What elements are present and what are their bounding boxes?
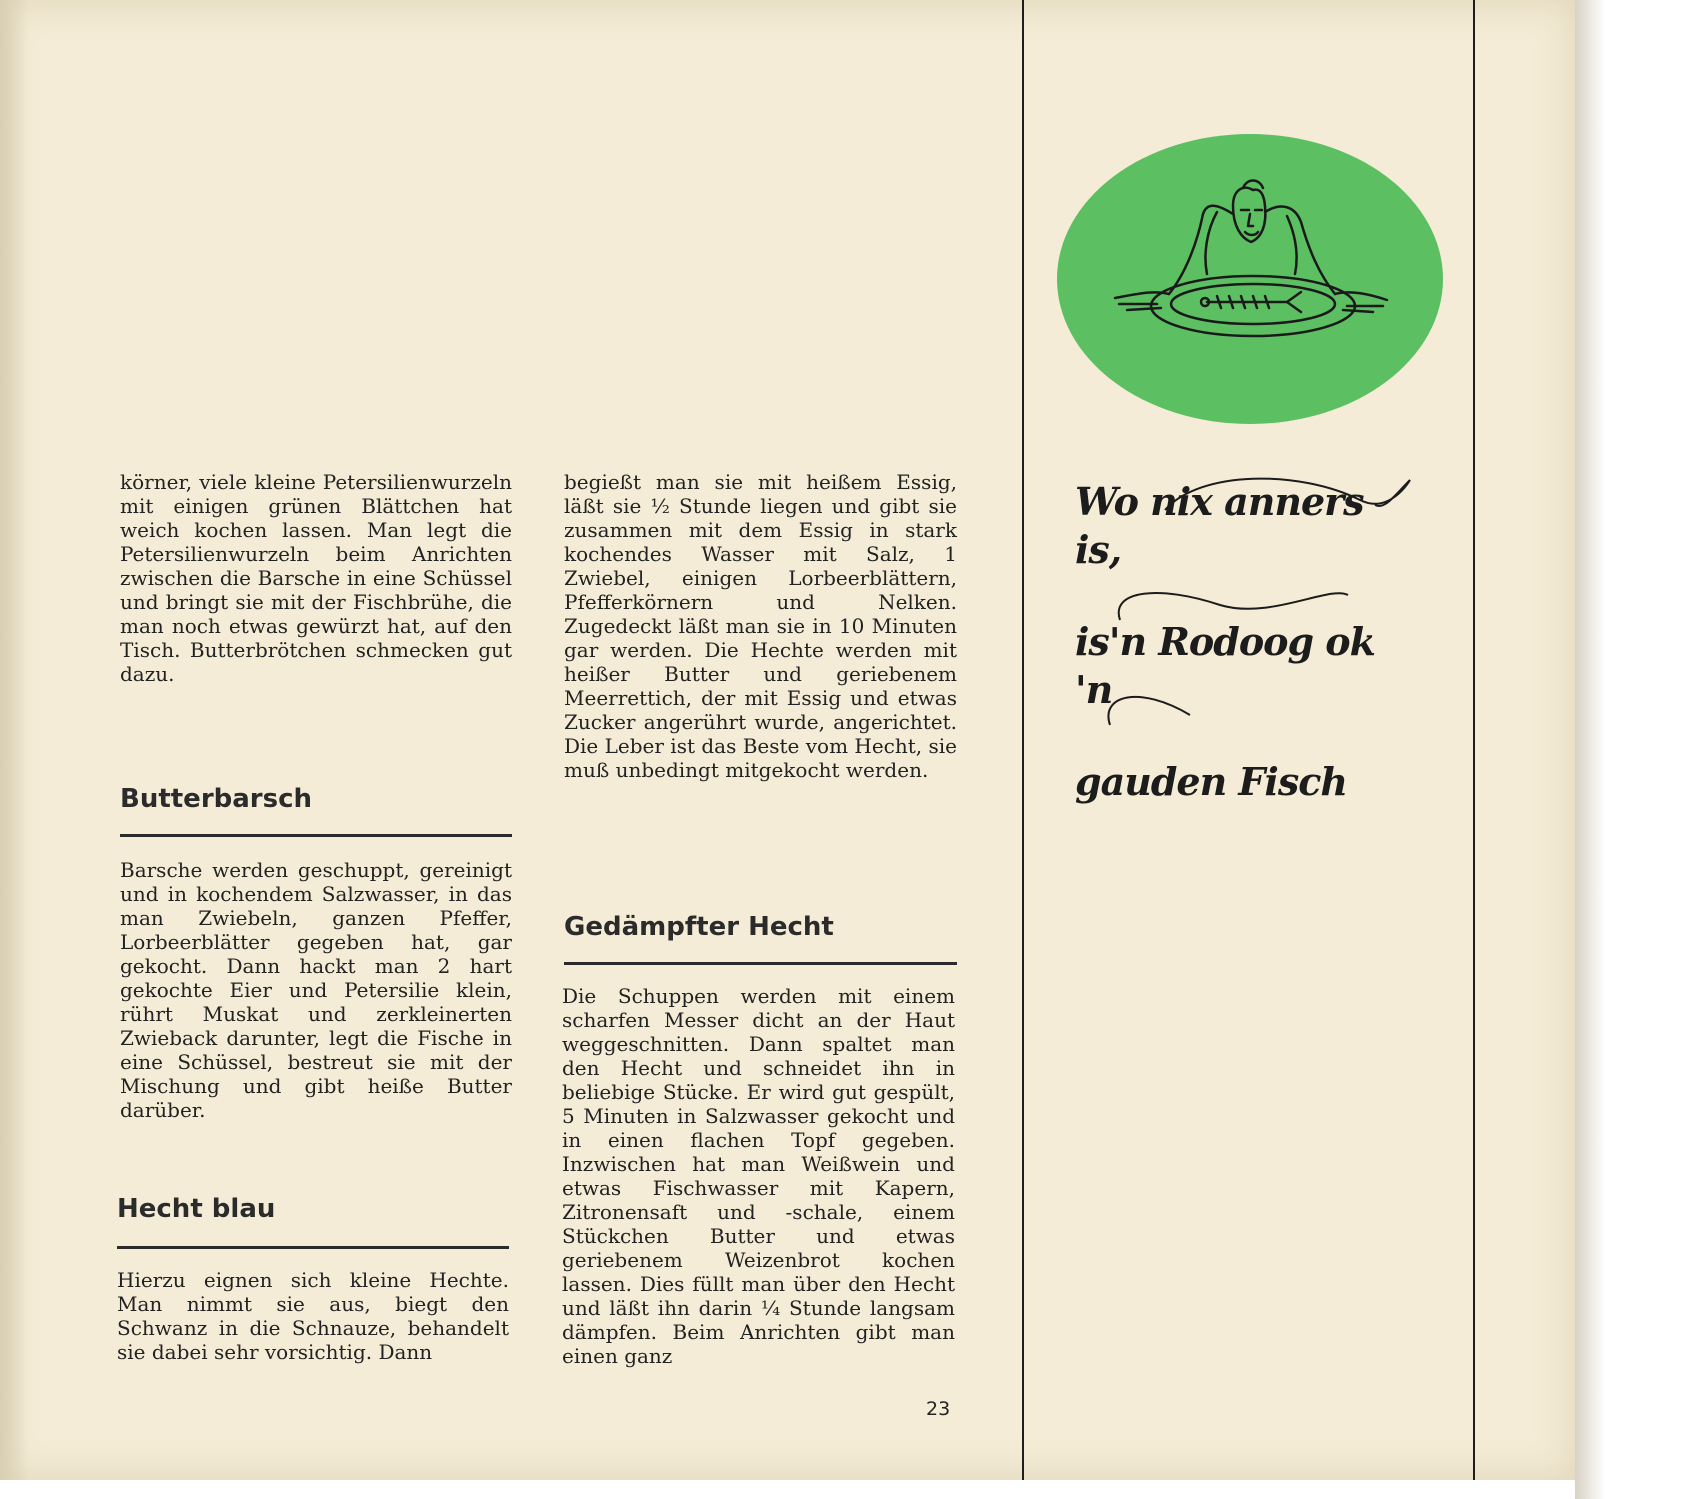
sidebar-right-rule xyxy=(1473,0,1475,1480)
right-column xyxy=(564,470,957,782)
gedaempfter-hecht-body xyxy=(562,984,955,1368)
hecht-blau-rule xyxy=(117,1246,509,1249)
hecht-blau-body xyxy=(117,1268,509,1364)
green-oval xyxy=(1057,134,1443,424)
gedaempfter-hecht-heading: Gedämpfter Hecht xyxy=(564,912,834,942)
gedaempfter-hecht-paragraph: Die Schuppen werden mit einem scharfen Messer dicht an der Haut weggeschnitten. Dann spaltet man den Hecht und schneidet ihn in beliebige Stücke. Er wird gut gespült, 5 Minuten in Salzwasser gekocht und in einen flachen Topf gegeben. Inzwischen hat man Weißwein und etwas Fischwasser mit Kapern, Zitronensaft und -schale, einem Stückchen Butter und etwas geriebenem Weizenbrot kochen lassen. Dies füllt man über den Hecht und läßt ihn darin ¼ Stunde langsam dämpfen. Beim Anrichten gibt man einen ganz xyxy=(562,984,955,1368)
motto-line-1: Wo nix anners is, xyxy=(1075,479,1364,572)
sidebar-left-rule xyxy=(1022,0,1024,1480)
hecht-blau-heading: Hecht blau xyxy=(117,1194,276,1224)
butterbarsch-paragraph: Barsche werden geschuppt, gereinigt und in kochendem Salzwasser, in das man Zwiebeln, ganzen Pfeffer, Lorbeerblätter gegeben hat, gar gekocht. Dann hackt man 2 hart gekochte Eier und Petersilie klein, rührt Muskat und zerkleinerten Zwieback darunter, legt die Fische in eine Schüssel, bestreut sie mit der Mischung und gibt heiße Butter darüber. xyxy=(120,858,512,1122)
motto-line-3: gauden Fisch xyxy=(1075,759,1347,804)
continuation-paragraph: begießt man sie mit heißem Essig, läßt sie ½ Stunde liegen und gibt sie zusammen mit dem Essig in stark kochendes Wasser mit Salz, 1 Zwiebel, einigen Lorbeerblättern, Pfefferkörnern und Nelken. Zugedeckt läßt man sie in 10 Minuten gar werden. Die Hechte werden mit heißer Butter und geriebenem Meerrettich, der mit Essig und etwas Zucker angerührt wurde, angerichtet. Die Leber ist das Beste vom Hecht, sie muß unbedingt mitgekocht werden. xyxy=(564,470,957,782)
page-edge-shadow xyxy=(1575,0,1605,1499)
hecht-blau-paragraph: Hierzu eignen sich kleine Hechte. Man nimmt sie aus, biegt den Schwanz in die Schnauze, behandelt sie dabei sehr vorsichtig. Dann xyxy=(117,1268,509,1364)
butterbarsch-heading: Butterbarsch xyxy=(120,784,313,814)
spine-shadow xyxy=(0,0,28,1480)
butterbarsch-rule xyxy=(120,834,512,837)
left-column xyxy=(120,470,512,686)
butterbarsch-body xyxy=(120,858,512,1122)
motto xyxy=(1075,478,1415,850)
gedaempfter-hecht-rule xyxy=(564,962,957,965)
motto-line-2: is'n Rodoog ok 'n xyxy=(1075,619,1375,712)
page-number: 23 xyxy=(926,1398,951,1420)
man-with-fish-plate-illustration xyxy=(1057,134,1443,424)
intro-paragraph: körner, viele kleine Petersilienwurzeln mit einigen grünen Blättchen hat weich kochen lassen. Man legt die Petersilienwurzeln beim Anrichten zwischen die Barsche in eine Schüssel und bringt sie mit der Fischbrühe, die man noch etwas gewürzt hat, auf den Tisch. Butterbrötchen schmecken gut dazu. xyxy=(120,470,512,686)
